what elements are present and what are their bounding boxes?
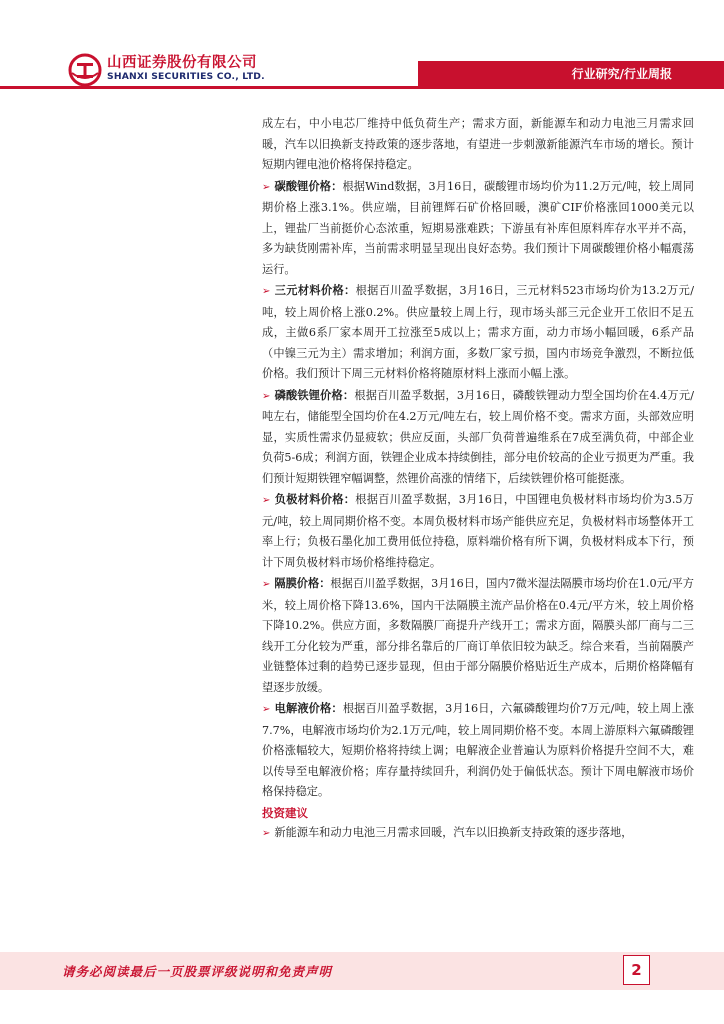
bullet-arrow-icon: ➢ xyxy=(262,828,271,839)
page-number: 2 xyxy=(623,955,650,985)
item-label: 磷酸铁锂价格： xyxy=(274,387,355,402)
item-text: 根据百川盈孚数据，3月16日，国内7微米湿法隔膜市场均价在1.0元/平方米，较上周价格下降13.6%，国内干法隔膜主流产品价格在0.4元/平方米，较上周价格下降10.2%。供应方面，多数隔膜厂商提升产线开工；需求方面，隔膜头部厂商与二三线开工分化较为严重，部分排名靠后的厂商订单依旧较为缺乏。综合来看，当前隔膜产业链整体过剩的趋势已逐步显现，但由于部分隔膜价格贴近生产成本，后期价格降幅有望逐步放缓。 xyxy=(262,577,694,694)
item-label: 电解液价格： xyxy=(274,701,343,715)
item-investment xyxy=(262,823,694,845)
report-category: 行业研究/行业周报 xyxy=(571,67,672,81)
investment-heading: 投资建议 xyxy=(262,805,308,820)
intro-paragraph: 成左右，中小电芯厂维持中低负荷生产；需求方面，新能源车和动力电池三月需求回暖，汽车以旧换新支持政策的逐步落地，有望进一步刺激新能源汽车市场的增长。预计短期内锂电池价格将保持稳定。 xyxy=(262,117,694,171)
item-text: 根据百川盈孚数据，3月16日，磷酸铁锂动力型全国均价在4.4万元/吨左右，储能型全国均价在4.2万元/吨左右，较上周价格不变。需求方面，头部效应明显，实质性需求仍显疲软；供应反面，头部厂负荷普遍维系在7成至满负荷，中部企业负荷5-6成；利润方面，铁锂企业成本持续倒挂，部分电价较高的企业亏损更为严重。我们预计短期铁锂窄幅调整，然锂价高涨的情绪下，后续铁锂价格可能挺涨。 xyxy=(262,388,694,485)
bullet-arrow-icon: ➢ xyxy=(262,579,271,590)
shanxi-securities-logo-icon xyxy=(68,53,102,87)
item-text: 根据百川盈孚数据，3月16日，中国锂电负极材料市场均价为3.5万元/吨，较上周同期价格不变。本周负极材料市场产能供应充足，负极材料市场整体开工率上行；负极石墨化加工费用低位持稳，原料端价格有所下调，负极材料成本下行，预计下周负极材料市场价格维持稳定。 xyxy=(262,493,694,569)
item-lithium-carbonate xyxy=(262,176,694,281)
item-text: 新能源车和动力电池三月需求回暖，汽车以旧换新支持政策的逐步落地， xyxy=(274,826,633,839)
header-rule xyxy=(0,86,724,89)
item-label: 负极材料价格： xyxy=(274,492,356,506)
bullet-arrow-icon: ➢ xyxy=(262,390,271,402)
item-ternary-materials xyxy=(262,280,694,385)
company-name-cn: 山西证券股份有限公司 xyxy=(107,55,257,71)
page-header xyxy=(0,0,724,100)
bullet-arrow-icon: ➢ xyxy=(262,181,271,193)
item-text: 根据Wind数据，3月16日，碳酸锂市场均价为11.2万元/吨，较上周同期价格上涨3.1%。供应端，目前锂辉石矿价格回暖，澳矿CIF价格涨回1000美元以上，锂盐厂当前挺价心态浓重，短期易涨难跌；下游虽有补库但原料库存水平并不高，多为缺货刚需补库，当前需求明显呈现出良好态势。我们预计下周碳酸锂价格小幅震荡运行。 xyxy=(262,179,694,276)
footer-disclaimer: 请务必阅读最后一页股票评级说明和免责声明 xyxy=(62,964,333,979)
item-anode-materials xyxy=(262,489,694,573)
item-electrolyte xyxy=(262,698,694,803)
bullet-arrow-icon: ➢ xyxy=(262,286,271,297)
item-label: 碳酸锂价格： xyxy=(274,178,343,193)
item-label: 隔膜价格： xyxy=(274,576,331,590)
bullet-arrow-icon: ➢ xyxy=(262,495,271,506)
report-body xyxy=(262,114,694,845)
item-text: 根据百川盈孚数据，3月16日，三元材料523市场均价为13.2万元/吨，较上周价格上涨0.2%。供应量较上周上行，现市场头部三元企业开工依旧不足五成，主做6系厂家本周开工拉涨至5成以上；需求方面，动力市场小幅回暖，6系产品（中镍三元为主）需求增加；利润方面，多数厂家亏损，国内市场竞争激烈，不断拉低价格。我们预计下周三元材料价格将随原材料上涨而小幅上涨。 xyxy=(262,284,694,380)
item-text: 根据百川盈孚数据，3月16日，六氟磷酸锂均价7万元/吨，较上周上涨7.7%，电解液市场均价为2.1万元/吨，较上周同期价格不变。本周上游原料六氟磷酸锂价格涨幅较大，短期价格将持续上调；电解液企业普遍认为原料价格提升空间不大，难以传导至电解液价格；库存量持续回升，利润仍处于偏低状态。预计下周电解液市场价格保持稳定。 xyxy=(262,702,694,798)
item-label: 三元材料价格： xyxy=(274,283,356,297)
company-name-en: SHANXI SECURITIES CO., LTD. xyxy=(107,71,265,82)
item-lfp xyxy=(262,385,694,490)
bullet-arrow-icon: ➢ xyxy=(262,704,271,715)
item-separator xyxy=(262,573,694,698)
